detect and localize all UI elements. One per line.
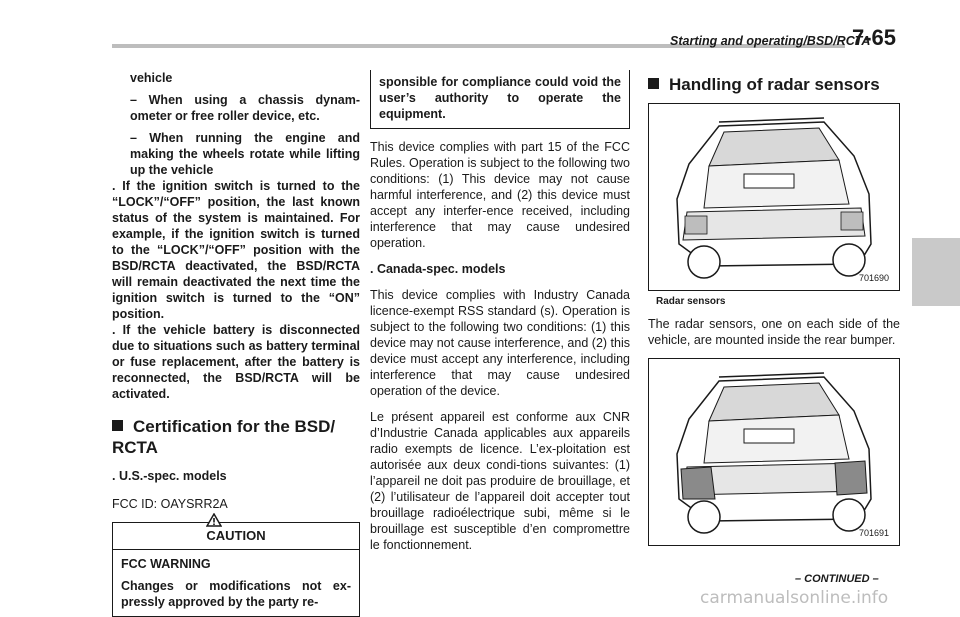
figure-radar-sensors — [648, 103, 900, 291]
header-title: Starting and operating/BSD/RCTA — [670, 34, 871, 48]
caution-text: Changes or modifications not ex-pressly approved by the party re- — [121, 579, 351, 609]
caution-header — [113, 523, 359, 550]
page-number: 7-65 — [852, 25, 897, 50]
figure-radar-sensor-locations — [648, 358, 900, 546]
section-square-icon — [112, 420, 123, 431]
bullet-heading: . Canada-spec. models — [370, 262, 506, 276]
bullet-heading: . U.S.-spec. models — [112, 469, 227, 483]
figure-caption: Radar sensors — [656, 296, 726, 307]
list-item: – When running the engine and making the wheels rotate while lifting up the vehicle — [130, 131, 360, 177]
suv-rear-illustration — [649, 104, 899, 288]
continued-label: – CONTINUED – — [795, 573, 879, 585]
bullet-icon: . — [112, 323, 123, 337]
suv-rear-sensor-illustration — [649, 359, 899, 543]
figure-code: 701691 — [858, 528, 889, 538]
paragraph: The radar sensors, one on each side of the vehicle, are mounted inside the rear bumper. — [648, 317, 900, 347]
warning-triangle-icon — [206, 513, 222, 527]
caution-box — [112, 522, 360, 617]
caution-continuation: sponsible for compliance could void the user’s authority to operate the equipment. — [370, 70, 630, 129]
figure-code: 701690 — [858, 273, 889, 283]
caution-body — [113, 550, 359, 616]
column-1 — [112, 70, 360, 617]
paragraph: Le présent appareil est conforme aux CNR d’Industrie Canada applicables aux appareils radio exempts de licence. L’ex-ploitation est autorisée aux deux condi-tions suivantes: (1) l’appareil ne doit pas produire de brouillage, et (2) l’utilisateur de l’appareil doit accepter tout brouillage radioélectrique subi, même si le brouillage est susceptible d’en compromettre le fonctionnement. — [370, 410, 630, 552]
list-item: vehicle — [130, 71, 173, 85]
chapter-tab — [912, 238, 960, 306]
column-3 — [648, 70, 900, 546]
paragraph: This device complies with part 15 of the FCC Rules. Operation is subject to the following two conditions: (1) This device may not cause harmful interference, and (2) this device must accept any interfer-ence received, including interference that may cause undesired operation. — [370, 140, 630, 250]
column-2 — [370, 70, 630, 553]
list-item: – When using a chassis dynam-ometer or free roller device, etc. — [130, 93, 360, 123]
bullet-paragraph: . If the vehicle battery is disconnected due to situations such as battery terminal or fuse replacement, after the battery is reconnected, the BSD/RCTA will be activated. — [112, 323, 360, 401]
bullet-paragraph: . If the ignition switch is turned to the “LOCK”/“OFF” position, the last known status of the system is maintained. For example, if the ignition switch is turned to the “LOCK”/“OFF” position with the BSD/RCTA deactivated, the BSD/RCTA will remain deactivated the next time the ignition switch is turned to the “ON” position. — [112, 179, 361, 321]
section-heading: Certification for the BSD/ RCTA — [112, 417, 336, 457]
paragraph: This device complies with Industry Canada licence-exempt RSS standard (s). Operation is subject to the following two conditions: (1) this device may not cause interference, and (2) this device must accept any interference, including interference that may cause undesired operation of the device. — [370, 288, 630, 398]
fcc-id: FCC ID: OAYSRR2A — [112, 497, 228, 511]
caution-label: CAUTION — [206, 528, 266, 543]
bullet-icon: . — [112, 179, 123, 193]
bullet-icon: . — [370, 262, 377, 276]
section-heading: Handling of radar sensors — [648, 74, 900, 95]
fcc-warning: FCC WARNING — [121, 557, 211, 571]
section-square-icon — [648, 78, 659, 89]
watermark[interactable]: carmanualsonline.info — [700, 588, 889, 608]
bullet-icon: . — [112, 469, 119, 483]
